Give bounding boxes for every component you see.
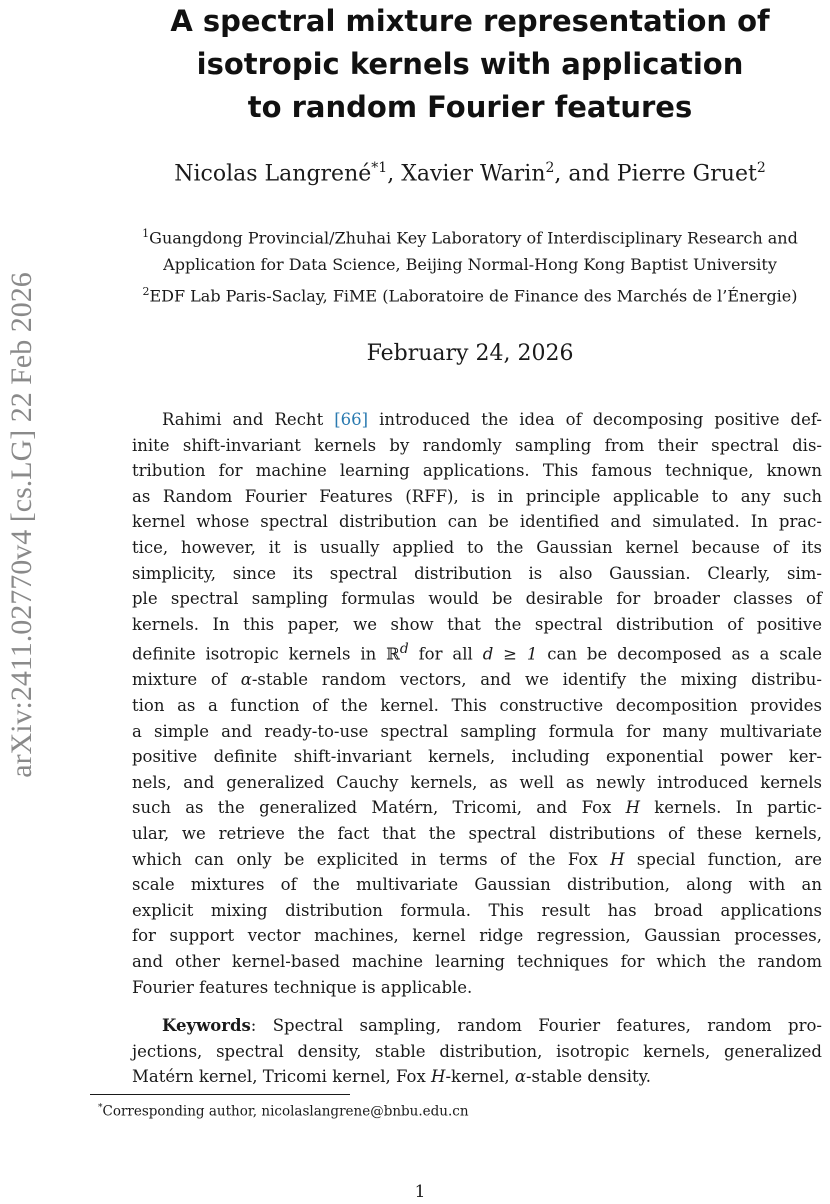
keywords bbox=[132, 1013, 822, 1090]
keywords-line: Matérn kernel, Tricomi kernel, Fox H-kernel, α-stable density. bbox=[132, 1067, 652, 1087]
author-marks: *1 bbox=[371, 160, 388, 176]
math-h: H bbox=[610, 849, 625, 869]
citation-link[interactable]: [66] bbox=[334, 410, 369, 429]
affiliation-text: Guangdong Provincial/Zhuhai Key Laboratory of Interdisciplinary Research and bbox=[149, 228, 798, 248]
keywords-line: jections, spectral density, stable distribution, isotropic kernels, generalized bbox=[132, 1041, 822, 1061]
author-separator: , and bbox=[554, 161, 617, 187]
abstract-line: such as the generalized Matérn, Tricomi, and Fox H kernels. In partic- bbox=[132, 798, 822, 818]
abstract-line: as Random Fourier Features (RFF), is in principle applicable to any such bbox=[132, 486, 822, 506]
abstract-line: which can only be explicited in terms of the Fox H special function, are bbox=[132, 849, 822, 869]
affiliation-text: Application for Data Science, Beijing Normal-Hong Kong Baptist University bbox=[163, 255, 777, 275]
title-line: A spectral mixture representation of bbox=[170, 4, 770, 38]
title-line: isotropic kernels with application bbox=[196, 47, 744, 81]
abstract-line: scale mixtures of the multivariate Gaussian distribution, along with an bbox=[132, 875, 822, 895]
abstract-line: ple spectral sampling formulas would be desirable for broader classes of bbox=[132, 589, 822, 609]
affiliation-1 bbox=[100, 220, 830, 251]
math-superscript: d bbox=[399, 641, 409, 658]
abstract-line: inite shift-invariant kernels by randomly sampling from their spectral dis- bbox=[132, 435, 822, 455]
footnote-text: Corresponding author, nicolaslangrene@bnbu.edu.cn bbox=[102, 1103, 469, 1120]
abstract-line: Fourier features technique is applicable. bbox=[132, 977, 473, 997]
abstract-line: and other kernel-based machine learning techniques for which the random bbox=[132, 951, 822, 971]
author-name: Pierre Gruet bbox=[616, 161, 757, 187]
abstract-line: kernels. In this paper, we show that the spectral distribution of positive bbox=[132, 614, 822, 634]
abstract-line: simplicity, since its spectral distribution is also Gaussian. Clearly, sim- bbox=[132, 563, 822, 583]
math-h: H bbox=[431, 1067, 446, 1087]
abstract-line: tion as a function of the kernel. This constructive decomposition provides bbox=[132, 696, 822, 716]
abstract-line: tribution for machine learning applications. This famous technique, known bbox=[132, 461, 822, 481]
keywords-line: Keywords: Spectral sampling, random Fourier features, random pro- bbox=[162, 1016, 822, 1035]
author-marks: 2 bbox=[756, 160, 766, 176]
author-name: Xavier Warin bbox=[401, 161, 546, 187]
abstract-line: Rahimi and Recht [66] introduced the idea of decomposing positive def- bbox=[162, 410, 822, 429]
math-reals: ℝ bbox=[386, 644, 400, 664]
arxiv-identifier-stamp bbox=[2, 205, 42, 845]
affiliation-mark: 1 bbox=[142, 227, 150, 240]
abstract-line: for support vector machines, kernel ridge regression, Gaussian processes, bbox=[132, 926, 822, 946]
paper-title bbox=[140, 0, 800, 129]
footnote-divider bbox=[90, 1094, 350, 1095]
arxiv-identifier-text: arXiv:2411.02770v4 [cs.LG] 22 Feb 2026 bbox=[5, 272, 38, 778]
title-line: to random Fourier features bbox=[247, 90, 693, 124]
abstract-line: definite isotropic kernels in ℝ$^d$ for all d ≥ 1 can be decomposed as a scale bbox=[132, 641, 822, 664]
author-marks: 2 bbox=[545, 160, 555, 176]
math-alpha: α bbox=[240, 670, 252, 690]
affiliation-mark: 2 bbox=[142, 285, 150, 299]
affiliation-2 bbox=[100, 278, 830, 309]
affiliations bbox=[100, 220, 830, 310]
abstract-line: a simple and ready-to-use spectral sampling formula for many multivariate bbox=[132, 721, 822, 741]
abstract-line: explicit mixing distribution formula. This result has broad applications bbox=[132, 900, 822, 920]
abstract-line: kernel whose spectral distribution can be identified and simulated. In prac- bbox=[132, 512, 822, 532]
abstract-line: positive definite shift-invariant kernels, including exponential power ker- bbox=[132, 747, 822, 767]
page-number: 1 bbox=[414, 1182, 426, 1202]
math-alpha: α bbox=[514, 1067, 526, 1087]
affiliation-text: EDF Lab Paris-Saclay, FiME (Laboratoire de Finance des Marchés de l’Énergie) bbox=[149, 286, 798, 306]
abstract bbox=[132, 407, 822, 1000]
author-name: Nicolas Langrené bbox=[174, 161, 372, 187]
paper-date: February 24, 2026 bbox=[366, 341, 574, 366]
abstract-line: nels, and generalized Cauchy kernels, as well as newly introduced kernels bbox=[132, 772, 822, 792]
keywords-label: Keywords bbox=[162, 1016, 251, 1035]
footnote-mark: * bbox=[98, 1103, 103, 1113]
abstract-line: mixture of α-stable random vectors, and we identify the mixing distribu- bbox=[132, 670, 823, 690]
math-h: H bbox=[625, 798, 641, 818]
affiliation-1-continued bbox=[100, 251, 830, 278]
author-separator: , bbox=[387, 161, 402, 187]
footnote bbox=[98, 1098, 469, 1122]
author-list bbox=[100, 152, 830, 190]
math-expression: d ≥ 1 bbox=[482, 644, 538, 664]
abstract-line: ular, we retrieve the fact that the spectral distributions of these kernels, bbox=[132, 824, 822, 843]
abstract-line: tice, however, it is usually applied to the Gaussian kernel because of its bbox=[132, 537, 822, 557]
